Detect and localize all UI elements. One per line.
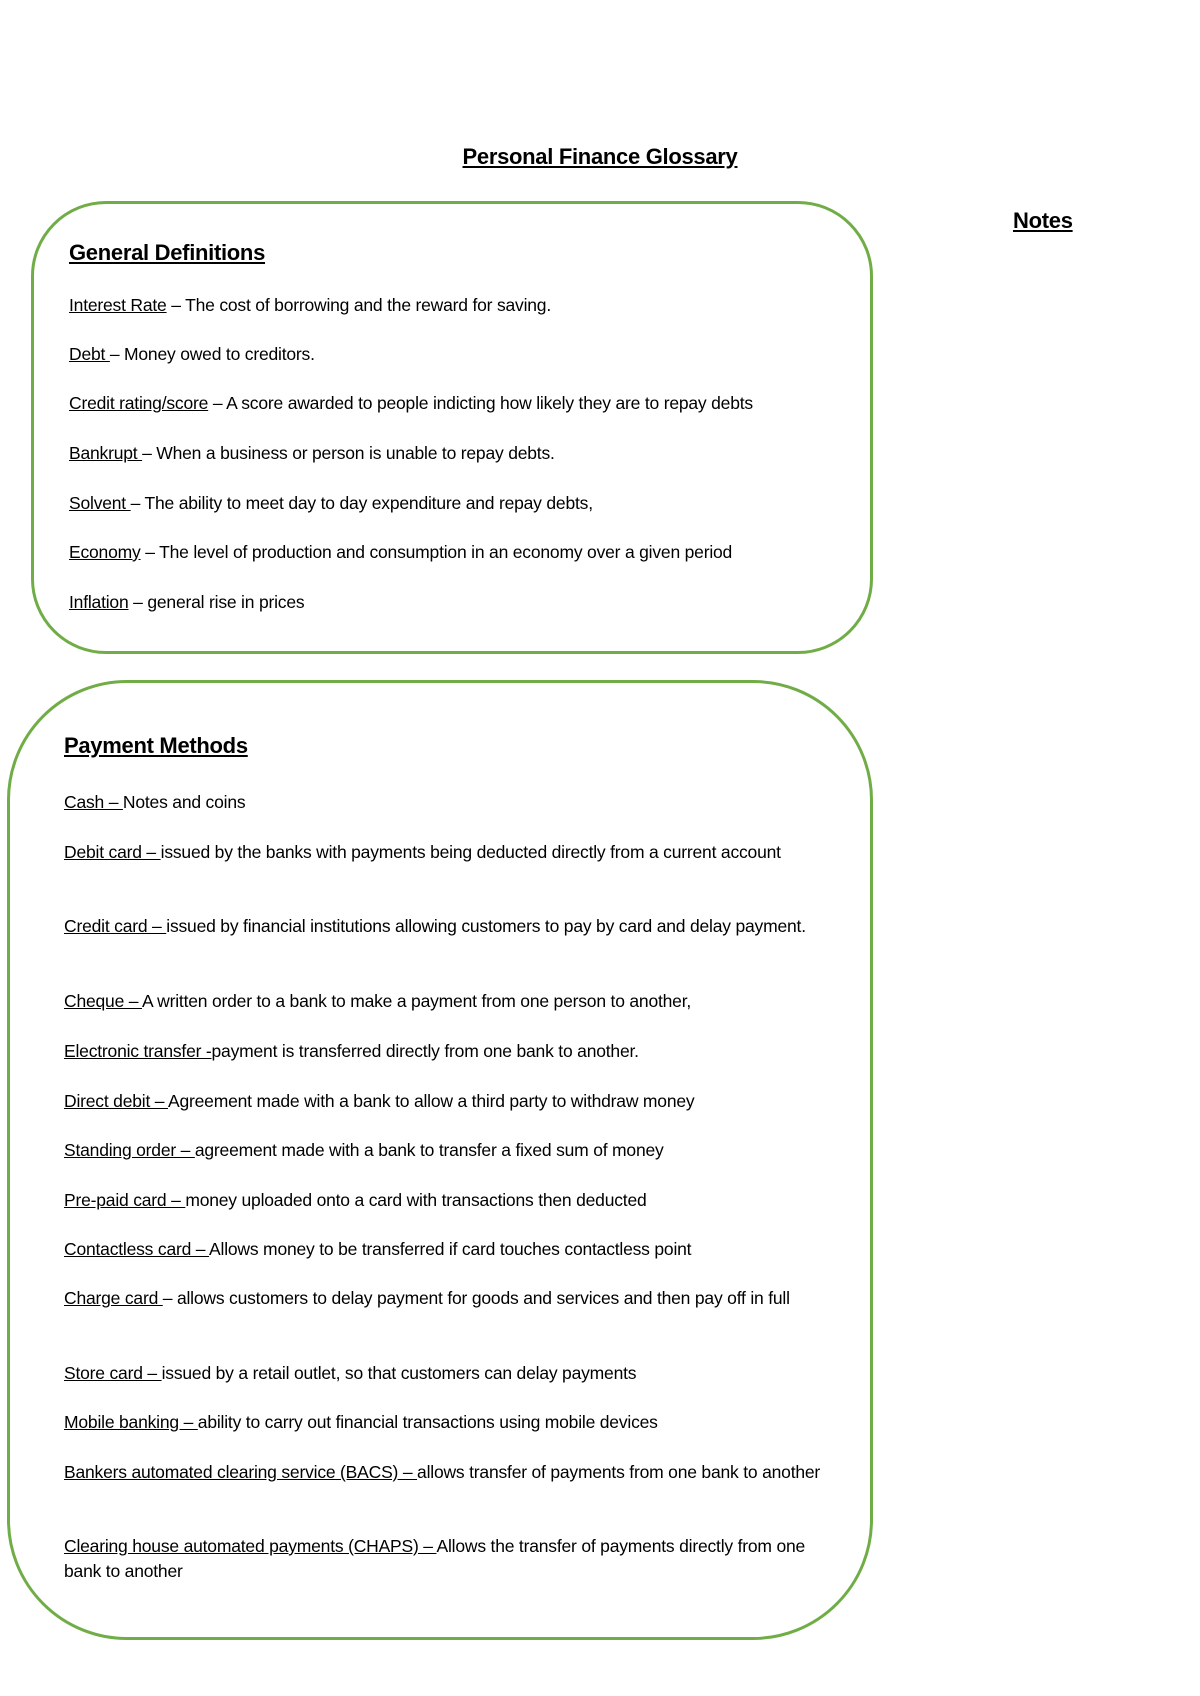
glossary-definition: – The level of production and consumption in an economy over a given period <box>140 542 733 562</box>
glossary-term: Debit card – <box>64 842 161 862</box>
glossary-definition: – When a business or person is unable to repay debts. <box>142 443 555 463</box>
glossary-entry <box>64 1286 824 1311</box>
glossary-definition: – The ability to meet day to day expenditure and repay debts, <box>130 493 593 513</box>
glossary-definition: allows transfer of payments from one bank to another <box>417 1462 821 1482</box>
glossary-entry <box>64 1039 824 1064</box>
glossary-entry <box>64 1089 824 1114</box>
glossary-term: Economy <box>69 542 141 562</box>
glossary-term: Bankers automated clearing service (BACS) – <box>64 1462 418 1482</box>
glossary-term: Contactless card – <box>64 1239 210 1259</box>
glossary-term: Credit card – <box>64 916 167 936</box>
glossary-entry <box>64 1460 824 1485</box>
glossary-definition: – allows customers to delay payment for goods and services and then pay off in full <box>162 1288 790 1308</box>
glossary-term: Standing order – <box>64 1140 195 1160</box>
glossary-definition: payment is transferred directly from one bank to another. <box>211 1041 639 1061</box>
general-definitions-box <box>31 201 873 654</box>
glossary-term: Electronic transfer - <box>64 1041 212 1061</box>
glossary-term: Debt <box>69 344 110 364</box>
glossary-definition: issued by financial institutions allowing customers to pay by card and delay payment. <box>166 916 806 936</box>
glossary-term: Solvent <box>69 493 131 513</box>
glossary-entry <box>64 840 824 865</box>
glossary-definition: – Money owed to creditors. <box>109 344 315 364</box>
glossary-definition: Allows money to be transferred if card touches contactless point <box>209 1239 692 1259</box>
glossary-definition: Notes and coins <box>122 792 246 812</box>
section-heading-payment: Payment Methods <box>64 733 248 758</box>
glossary-entry <box>64 1410 824 1435</box>
glossary-definition: issued by a retail outlet, so that customers can delay payments <box>161 1363 637 1383</box>
glossary-entry <box>64 1138 824 1163</box>
glossary-definition: – A score awarded to people indicting how likely they are to repay debts <box>208 393 753 413</box>
glossary-entry <box>64 1361 824 1386</box>
glossary-entry <box>69 441 859 466</box>
glossary-term: Clearing house automated payments (CHAPS) – <box>64 1536 437 1556</box>
glossary-definition: A written order to a bank to make a payment from one person to another, <box>142 991 692 1011</box>
glossary-definition: ability to carry out financial transactions using mobile devices <box>197 1412 658 1432</box>
glossary-definition: agreement made with a bank to transfer a fixed sum of money <box>194 1140 664 1160</box>
glossary-term: Direct debit – <box>64 1091 168 1111</box>
glossary-term: Pre-paid card – <box>64 1190 186 1210</box>
notes-heading: Notes <box>1013 208 1073 233</box>
glossary-entry <box>64 914 824 939</box>
glossary-entry <box>64 989 824 1014</box>
glossary-entry <box>69 540 859 565</box>
glossary-term: Mobile banking – <box>64 1412 198 1432</box>
glossary-term: Bankrupt <box>69 443 143 463</box>
glossary-definition: Agreement made with a bank to allow a third party to withdraw money <box>168 1091 695 1111</box>
glossary-term: Interest Rate <box>69 295 167 315</box>
glossary-entry <box>64 1237 824 1262</box>
glossary-entry <box>69 590 859 615</box>
glossary-term: Cheque – <box>64 991 142 1011</box>
glossary-term: Inflation <box>69 592 129 612</box>
glossary-term: Charge card <box>64 1288 163 1308</box>
glossary-term: Store card – <box>64 1363 162 1383</box>
glossary-term: Cash – <box>64 792 123 812</box>
section-heading-general: General Definitions <box>69 240 266 265</box>
glossary-definition: – general rise in prices <box>128 592 305 612</box>
glossary-entry <box>69 293 859 318</box>
glossary-definition: issued by the banks with payments being deducted directly from a current account <box>160 842 781 862</box>
glossary-entry <box>69 342 859 367</box>
glossary-definition: money uploaded onto a card with transactions then deducted <box>185 1190 647 1210</box>
glossary-definition: – The cost of borrowing and the reward for saving. <box>166 295 552 315</box>
page-title: Personal Finance Glossary <box>462 144 738 169</box>
glossary-entry <box>64 790 824 815</box>
glossary-entry <box>69 491 859 516</box>
glossary-definition: Allows the transfer of payments directly from one bank to another <box>64 1536 806 1581</box>
glossary-entry <box>64 1188 824 1213</box>
glossary-term: Credit rating/score <box>69 393 209 413</box>
glossary-entry <box>69 391 859 416</box>
glossary-entry <box>64 1534 824 1584</box>
